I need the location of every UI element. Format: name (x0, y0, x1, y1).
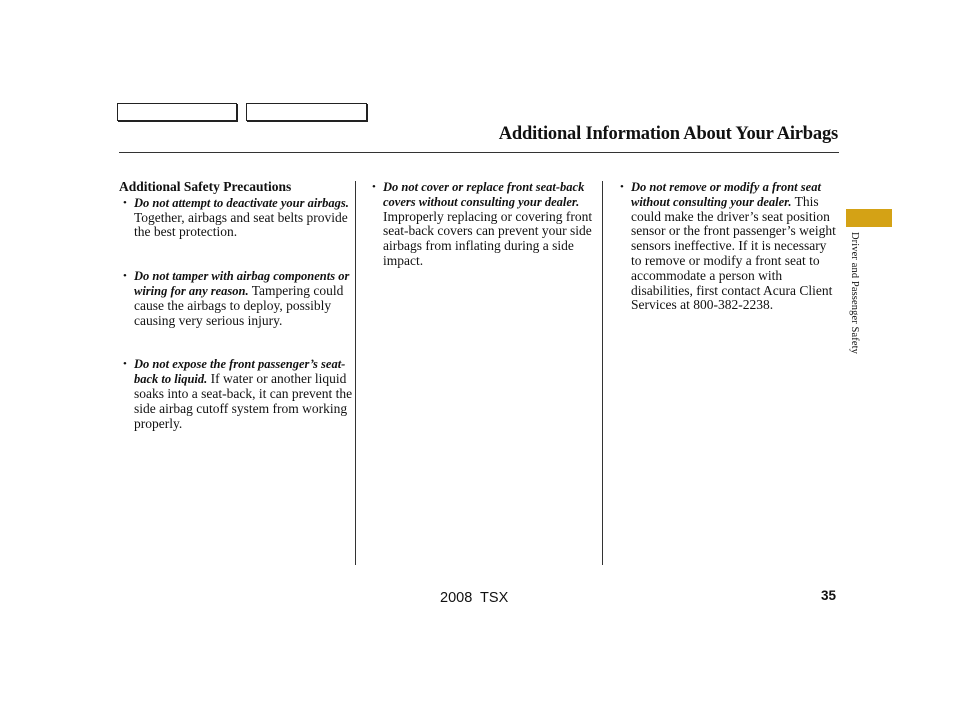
precaution-lead: Do not expose the front passenger’s seat-back to liquid. (134, 357, 346, 387)
precaution-item (119, 196, 353, 240)
precaution-lead: Do not tamper with airbag components or wiring for any reason. (134, 269, 350, 298)
column-divider-1 (355, 181, 356, 565)
precaution-lead: Do not remove or modify a front seat without consulting your dealer. (631, 180, 821, 209)
bullet-icon: • (123, 358, 127, 371)
nav-button-box-2[interactable] (246, 103, 367, 121)
bullet-icon: • (123, 270, 127, 283)
precaution-body: Improperly replacing or covering front seat-back covers can prevent your side airbags from inflating during a side impact. (383, 208, 593, 268)
precaution-item (119, 269, 353, 328)
precaution-lead: Do not cover or replace front seat-back covers without consulting your dealer. (383, 180, 585, 209)
bullet-icon: • (372, 181, 376, 193)
precaution-item (616, 180, 838, 313)
column-2 (368, 180, 594, 269)
precaution-body: Tampering could cause the airbags to deploy, possibly causing very serious injury. (134, 282, 344, 328)
precaution-lead: Do not attempt to deactivate your airbags. (134, 195, 349, 210)
footer-model-label: 2008 TSX (440, 590, 509, 606)
precaution-item (119, 357, 353, 431)
precaution-body: If water or another liquid soaks into a seat-back, it can prevent the side airbag cutoff system from working properly. (134, 371, 353, 431)
nav-button-box-1[interactable] (117, 103, 237, 121)
precaution-body: This could make the driver’s seat position sensor or the front passenger’s weight sensors ineffective. If it is necessary to remove or modify a front seat to accommodate a person with disabilities, first contact Acura Client Services at 800-382-2238. (631, 193, 836, 313)
section-heading: Additional Safety Precautions (119, 179, 292, 194)
page-title: Additional Information About Your Airbags (498, 124, 838, 144)
column-divider-2 (602, 181, 603, 565)
precaution-item (368, 180, 594, 269)
header-divider (119, 152, 839, 153)
section-tab (846, 209, 892, 227)
section-side-label: Driver and Passenger Safety (849, 232, 860, 354)
bullet-icon: • (123, 196, 127, 209)
bullet-icon: • (620, 181, 624, 193)
column-3 (616, 180, 838, 313)
precaution-body: Together, airbags and seat belts provide the best protection. (134, 209, 348, 240)
column-1 (119, 180, 353, 431)
page-number: 35 (821, 588, 837, 603)
